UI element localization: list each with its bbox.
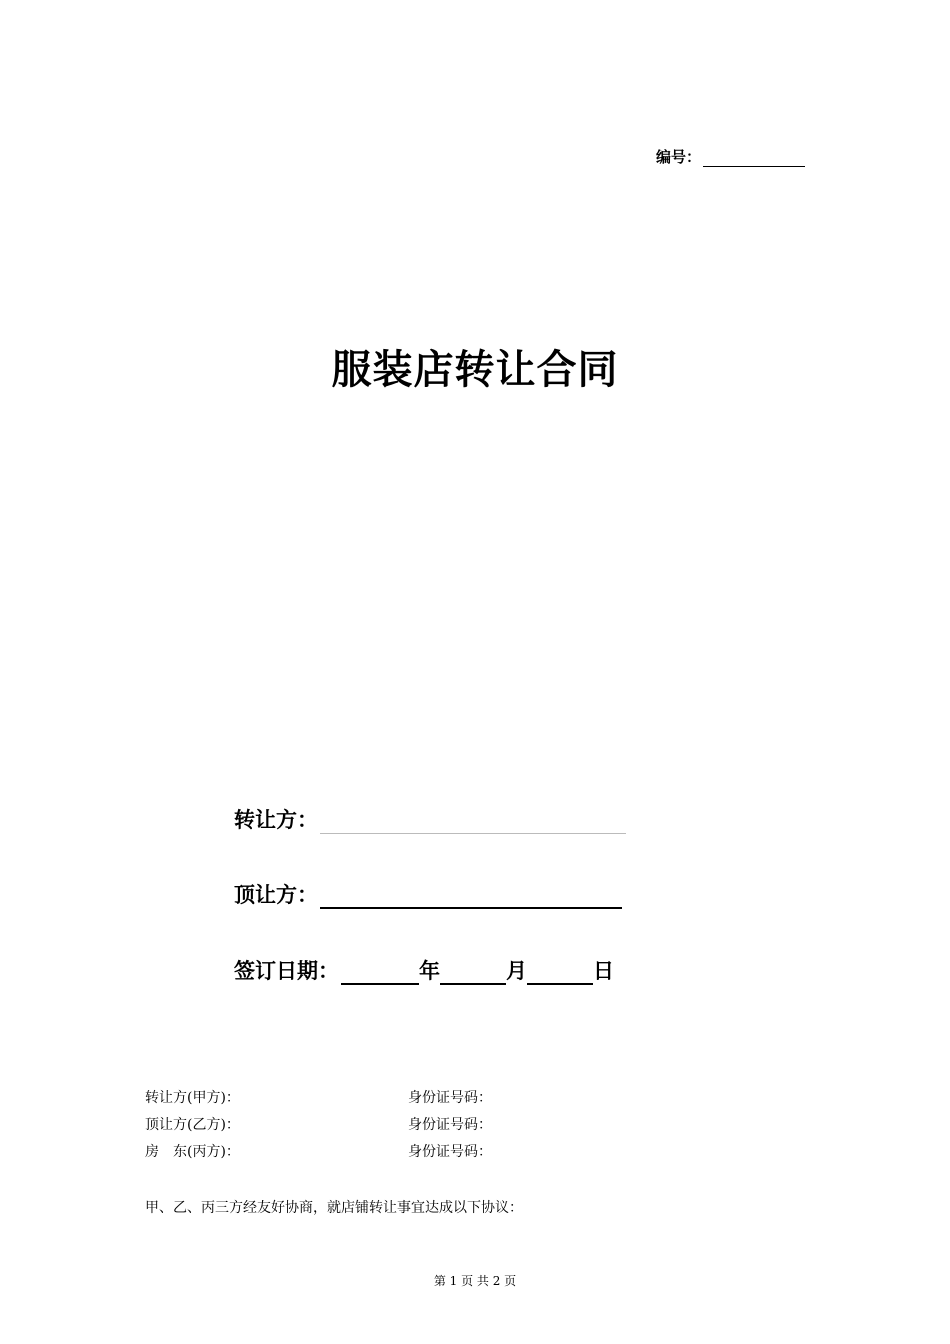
day-label: 日 xyxy=(593,959,614,983)
transferee-blank[interactable] xyxy=(320,883,622,909)
party-label: 顶让方(乙方)： xyxy=(145,1117,240,1133)
serial-number-label: 编号： xyxy=(656,148,702,166)
document-title: 服装店转让合同 xyxy=(331,346,619,393)
transferor-field xyxy=(234,804,626,834)
serial-number xyxy=(656,146,805,167)
party-row-a xyxy=(145,1087,492,1107)
id-number-label: 身份证号码： xyxy=(408,1117,492,1133)
party-label: 转让方(甲方)： xyxy=(145,1090,240,1106)
year-blank[interactable] xyxy=(341,959,419,985)
month-label: 月 xyxy=(506,959,527,983)
sign-date-label: 签订日期： xyxy=(234,959,339,983)
party-row-b xyxy=(145,1114,492,1134)
month-blank[interactable] xyxy=(440,959,506,985)
page-footer: 第 1 页 共 2 页 xyxy=(433,1274,517,1288)
id-number-label: 身份证号码： xyxy=(408,1144,492,1160)
transferor-blank[interactable] xyxy=(320,809,626,834)
year-label: 年 xyxy=(419,959,440,983)
day-blank[interactable] xyxy=(527,959,593,985)
intro-paragraph: 甲、乙、丙三方经友好协商，就店铺转让事宜达成以下协议： xyxy=(145,1200,523,1216)
id-number-label: 身份证号码： xyxy=(408,1090,492,1106)
transferee-label: 顶让方： xyxy=(234,883,318,907)
sign-date-field xyxy=(234,955,614,985)
transferor-label: 转让方： xyxy=(234,808,318,832)
party-label: 房 东(丙方)： xyxy=(145,1144,240,1160)
transferee-field xyxy=(234,879,622,909)
serial-number-blank[interactable] xyxy=(703,150,805,167)
party-row-c xyxy=(145,1141,492,1161)
